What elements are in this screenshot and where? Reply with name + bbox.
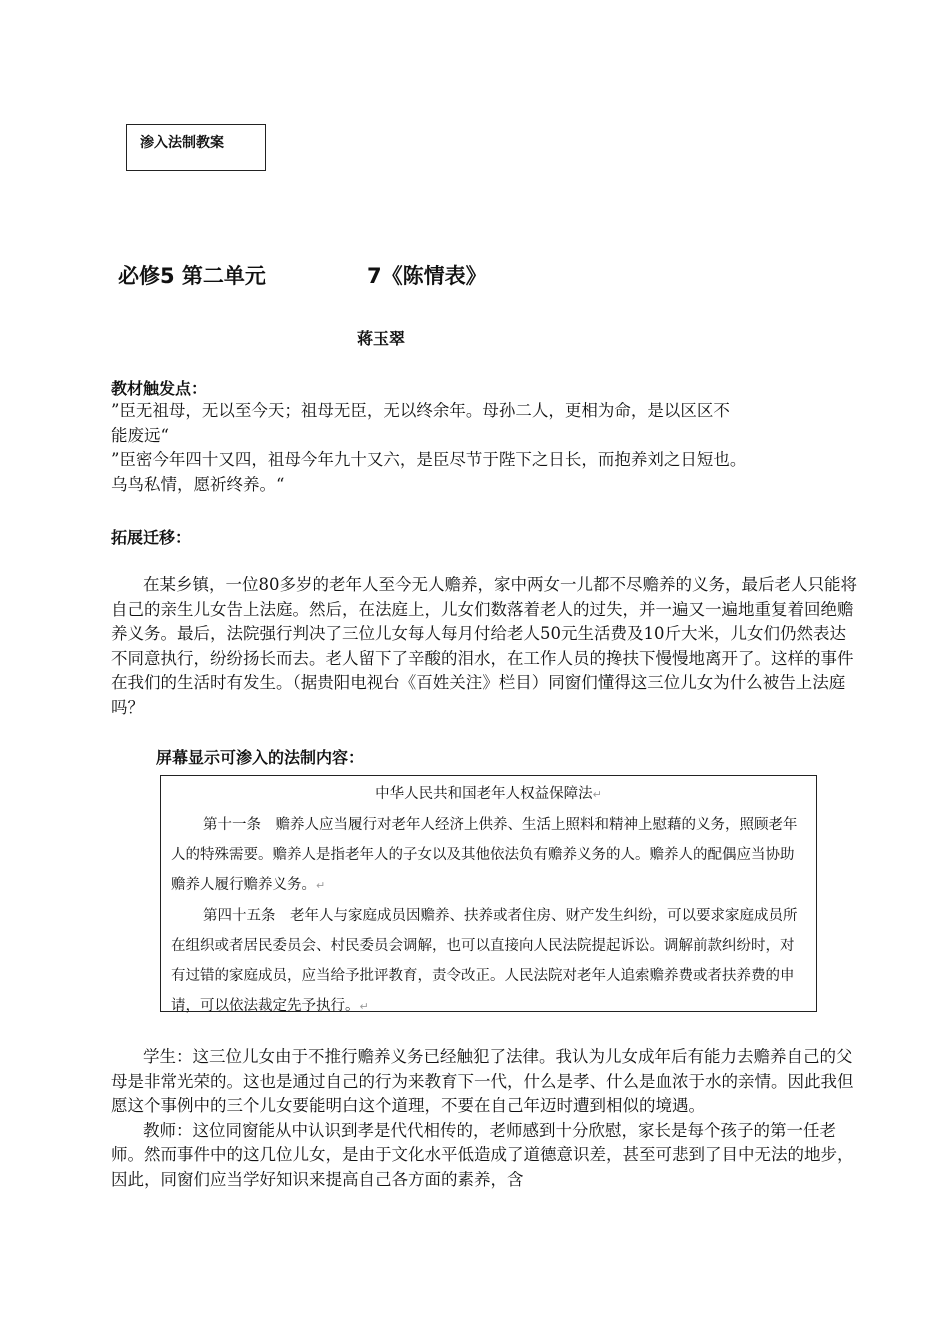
return-mark-icon: ↵ [592, 788, 602, 801]
screen-label: 屏幕显示可渗入的法制内容： [156, 748, 365, 767]
extension-label: 拓展迁移： [111, 528, 192, 547]
quote1-line1: ”臣无祖母，无以至今天；祖母无臣，无以终余年。母孙二人，更相为命，是以区区不 [111, 401, 730, 420]
student-paragraph: 学生：这三位儿女由于不推行赡养义务已经触犯了法律。我认为儿女成年后有能力去赡养自己的父母是非常光荣的。这也是通过自己的行为来教育下一代，什么是孝、什么是血浓于水的亲情。因此我但愿这个事例中的三个儿女要能明白这个道理，不要在自己年迈时遭到相似的境遇。 [111, 1047, 854, 1115]
return-mark-icon: ↵ [316, 879, 326, 892]
law-article-45-block [171, 901, 806, 1022]
trigger-quotes [111, 399, 861, 497]
lesson-tag-box [126, 124, 266, 171]
law-title: 中华人民共和国老年人权益保障法 [375, 786, 593, 802]
title-unit: 必修5 第二单元 [118, 264, 266, 288]
quote1-line2: 能废远“ [111, 425, 169, 445]
dialogue-section [111, 1045, 861, 1192]
law-article-11: 第十一条 赡养人应当履行对老年人经济上供养、生活上照料和精神上慰藉的义务，照顾老年人的特殊需要。赡养人是指老年人的子女以及其他依法负有赡养义务的人。赡养人的配偶应当协助赡养人履行赡养义务。 [171, 817, 798, 893]
teacher-paragraph: 教师：这位同窗能从中认识到孝是代代相传的，老师感到十分欣慰，家长是每个孩子的第一任老师。然而事件中的这几位儿女，是由于文化水平低造成了道德意识差，甚至可悲到了目中无法的地步，因此，同窗们应当学好知识来提高自己各方面的素养，含 [111, 1120, 854, 1189]
trigger-label: 教材触发点： [111, 379, 208, 398]
law-excerpt-box [160, 775, 817, 1012]
title-lesson: 7《陈情表》 [367, 264, 487, 288]
extension-section [111, 573, 861, 720]
law-article-45: 第四十五条 老年人与家庭成员因赡养、扶养或者住房、财产发生纠纷，可以要求家庭成员所在组织或者居民委员会、村民委员会调解，也可以直接向人民法院提起诉讼。调解前款纠纷时，对有过错的家庭成员，应当给予批评教育，责令改正。人民法院对老年人追索赡养费或者扶养费的申请，可以依法裁定先予执行。 [171, 908, 798, 1014]
extension-paragraph: 在某乡镇，一位80多岁的老年人至今无人赡养，家中两女一儿都不尽赡养的义务，最后老人只能将自己的亲生儿女告上法庭。然后，在法庭上，儿女们数落着老人的过失，并一遍又一遍地重复着回绝赡养义务。最后，法院强行判决了三位儿女每人每月付给老人50元生活费及10斤大米，儿女们仍然表达不同意执行，纷纷扬长而去。老人留下了辛酸的泪水，在工作人员的搀扶下慢慢地离开了。这样的事件在我们的生活时有发生。（据贵阳电视台《百姓关注》栏目）同窗们懂得这三位儿女为什么被告上法庭吗？ [111, 575, 857, 717]
return-mark-icon: ↵ [359, 1000, 369, 1013]
law-title-line [161, 779, 816, 810]
quote2-line2: 乌鸟私情，愿祈终养。“ [111, 474, 285, 494]
author-name: 蒋玉翠 [357, 329, 406, 348]
law-article-11-block [171, 810, 806, 901]
quote2-line1: ”臣密今年四十又四，祖母今年九十又六，是臣尽节于陛下之日长，而抱养刘之日短也。 [111, 450, 747, 469]
lesson-tag: 渗入法制教案 [140, 135, 224, 151]
